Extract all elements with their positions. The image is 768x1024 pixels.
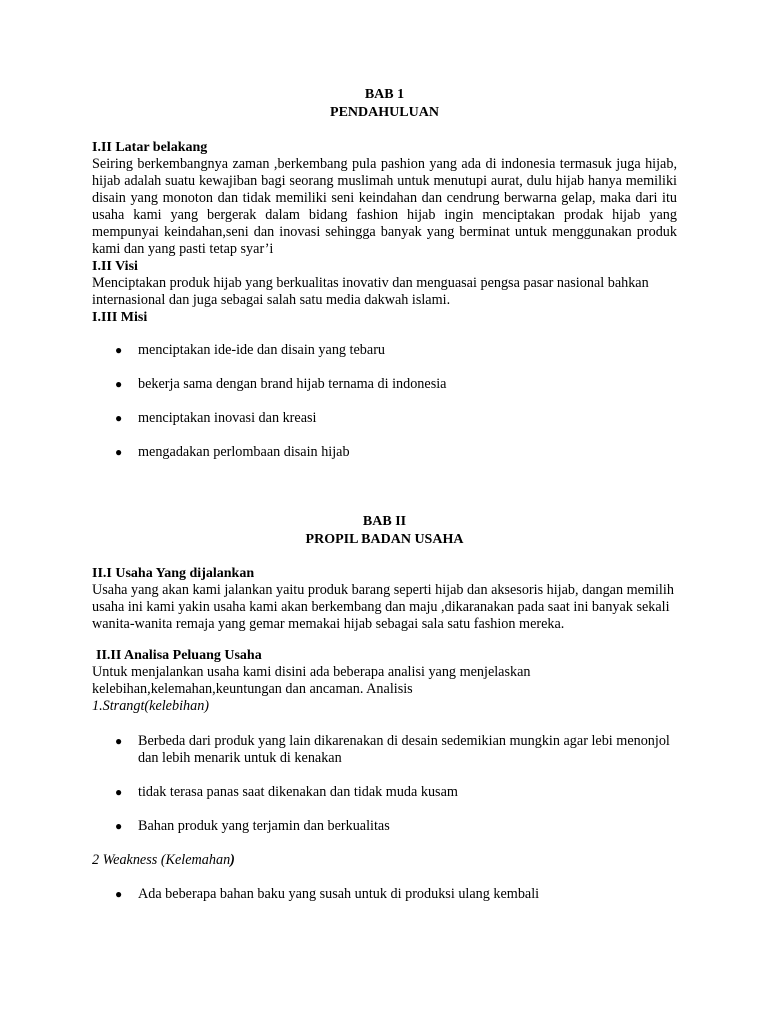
visi-body: Menciptakan produk hijab yang berkualitas inovativ dan menguasai pengsa pasar nasional bahkan internasional dan juga sebagai salah satu media dakwah islami. [92, 275, 649, 308]
bab2-number: BAB II [362, 514, 407, 529]
latar-heading: I.II Latar belakang [92, 140, 208, 155]
usaha-body: Usaha yang akan kami jalankan yaitu produk barang seperti hijab dan aksesoris hijab, dangan memilih usaha ini kami yakin usaha kami akan berkembang dan maju ,dikaranakan pada saat ini banyak sekali wanita-wanita remaja yang gemar memakai hijab sebagai sala satu fashion mereka. [92, 582, 674, 632]
weakness-list [92, 886, 677, 903]
list-item [92, 376, 677, 393]
strength-item: tidak terasa panas saat dikenakan dan tidak muda kusam [138, 784, 458, 800]
weakness-close: ) [230, 852, 235, 868]
bullet-icon: ● [115, 734, 123, 748]
bab1-number: BAB 1 [364, 87, 405, 102]
list-item [92, 410, 677, 427]
bab1-title: PENDAHULUAN [330, 105, 439, 120]
document-page [92, 86, 677, 903]
list-item [92, 342, 677, 359]
strength-label: 1.Strangt(kelebihan) [92, 698, 210, 714]
bullet-icon: ● [115, 887, 123, 901]
list-item [92, 733, 677, 767]
misi-item: bekerja sama dengan brand hijab ternama di indonesia [138, 376, 447, 392]
strength-item: Berbeda dari produk yang lain dikarenakan di desain sedemikian mungkin agar lebi menonjol dan lebih menarik untuk di kenakan [138, 733, 670, 766]
list-item [92, 784, 677, 801]
weakness-label: 2 Weakness (Kelemahan [92, 852, 231, 868]
misi-item: menciptakan ide-ide dan disain yang tebaru [138, 342, 386, 358]
strength-list [92, 733, 677, 835]
list-item [92, 886, 677, 903]
bullet-icon: ● [115, 445, 123, 459]
list-item [92, 444, 677, 461]
misi-item: mengadakan perlombaan disain hijab [138, 444, 350, 460]
latar-body: Seiring berkembangnya zaman ,berkembang pula pashion yang ada di indonesia termasuk juga hijab, hijab adalah suatu kewajiban bagi seorang muslimah untuk menutupi aurat, dulu hijab hanya memiliki disain yang monoton dan tidak memiliki seni keindahan dan cendrung berwarna gelap, maka dari itu usaha kami yang bergerak dalam bidang fashion hijab ingin menciptakan prodak hijab yang mempunyai keindahan,seni dan inovasi sehingga banyak yang berminat untuk menggunakan produk kami dan yang pasti tetap syar’i [92, 156, 677, 257]
bab2-title: PROPIL BADAN USAHA [305, 532, 464, 547]
usaha-heading: II.I Usaha Yang dijalankan [92, 566, 255, 581]
bullet-icon: ● [115, 819, 123, 833]
misi-list [92, 342, 677, 461]
bullet-icon: ● [115, 411, 123, 425]
list-item [92, 818, 677, 835]
weakness-label-line [92, 852, 677, 869]
analisa-body: Untuk menjalankan usaha kami disini ada beberapa analisi yang menjelaskan kelebihan,kelemahan,keuntungan dan ancaman. Analisis [92, 664, 531, 697]
bullet-icon: ● [115, 785, 123, 799]
bullet-icon: ● [115, 377, 123, 391]
bullet-icon: ● [115, 343, 123, 357]
visi-heading: I.II Visi [92, 259, 138, 274]
misi-heading: I.III Misi [92, 310, 148, 325]
strength-item: Bahan produk yang terjamin dan berkualitas [138, 818, 390, 834]
analisa-heading: II.II Analisa Peluang Usaha [96, 648, 262, 663]
weakness-item: Ada beberapa bahan baku yang susah untuk di produksi ulang kembali [138, 886, 540, 902]
misi-item: menciptakan inovasi dan kreasi [138, 410, 317, 426]
